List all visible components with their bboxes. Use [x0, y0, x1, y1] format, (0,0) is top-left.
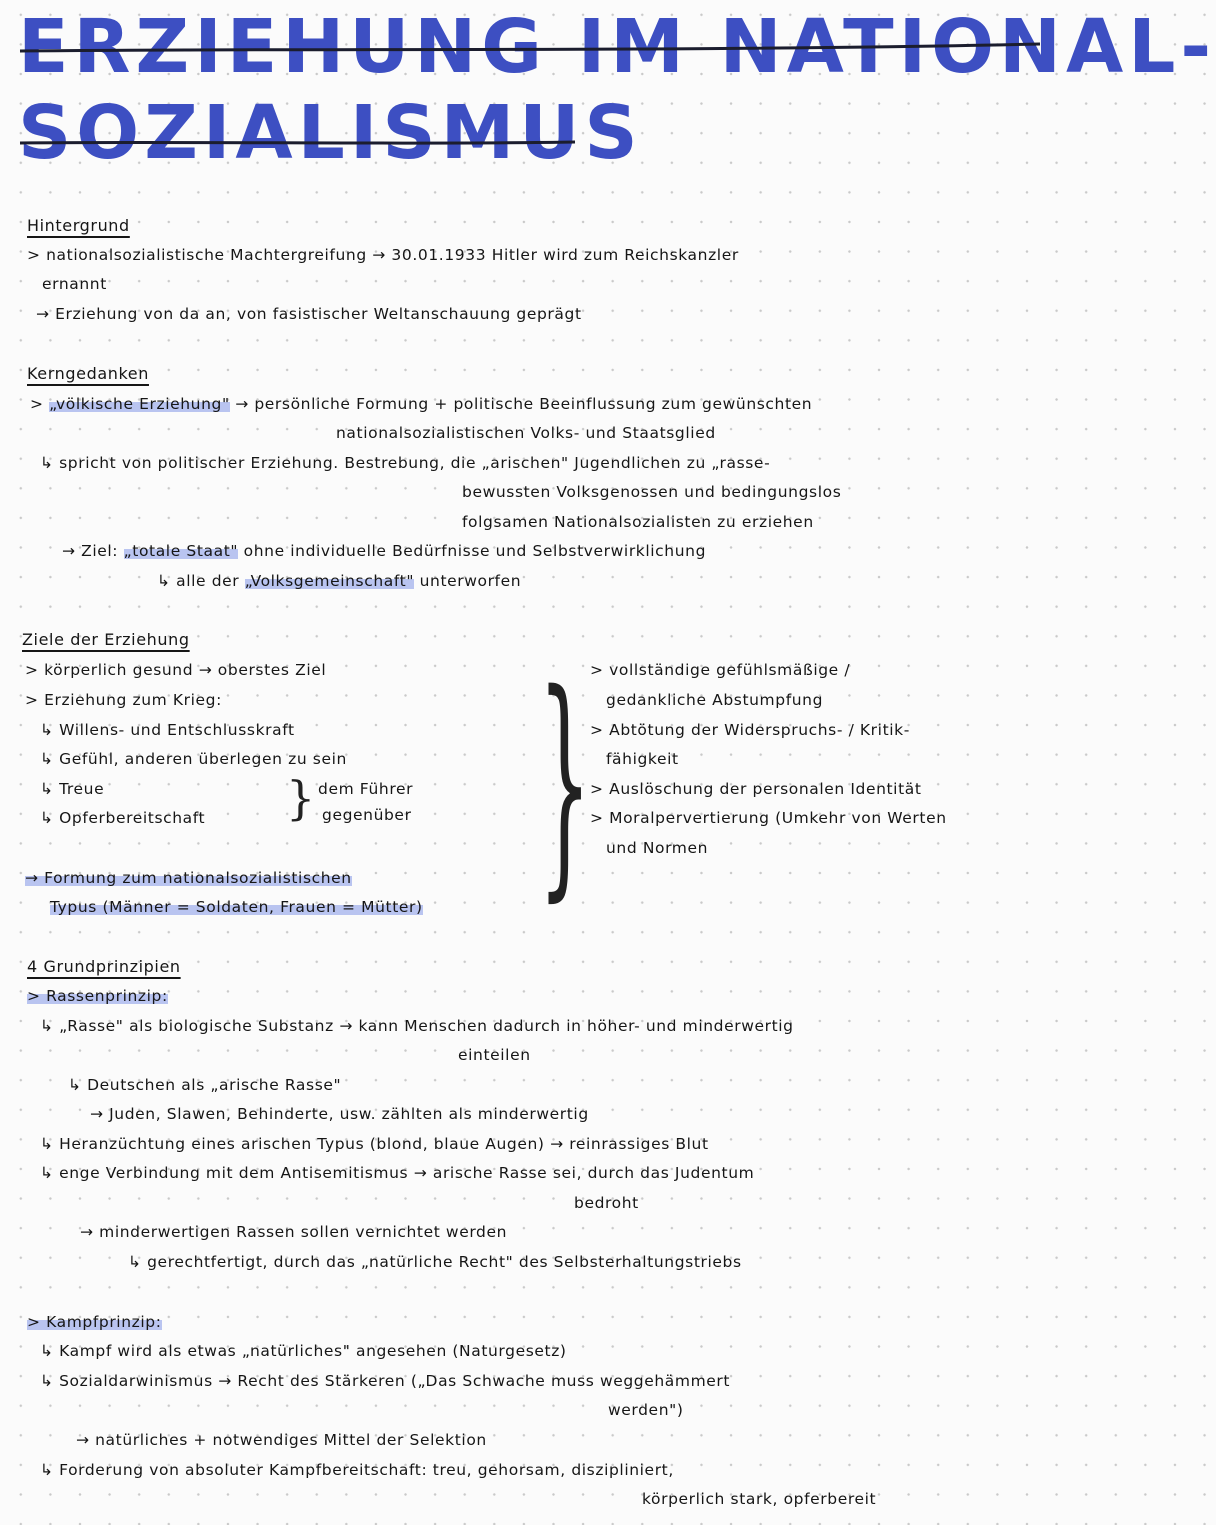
- kerngedanken-line-1: > „völkische Erziehung" → persönliche Formung + politische Beeinflussung zum gewünschten: [30, 395, 813, 413]
- ziele-dem-fuehrer: dem Führer: [318, 780, 414, 798]
- page-title-line1: ERZIEHUNG IM NATIONAL-: [18, 4, 1216, 90]
- large-brace: }: [538, 642, 592, 922]
- ziele-line-6: ↳ Opferbereitschaft: [40, 809, 206, 827]
- ziele-line-1: > körperlich gesund → oberstes Ziel: [25, 661, 327, 679]
- kerngedanken-line-3: ↳ spricht von politischer Erziehung. Bestrebung, die „arischen" Jugendlichen zu „rasse-: [40, 454, 771, 472]
- section-heading-grundprinzipien: 4 Grundprinzipien: [27, 957, 181, 976]
- ziele-line-8: Typus (Männer = Soldaten, Frauen = Mütter): [50, 898, 423, 916]
- rassenprinzip-heading: > Rassenprinzip:: [27, 987, 168, 1005]
- kampf-line-6: körperlich stark, opferbereit: [642, 1490, 877, 1508]
- rassen-line-8: → minderwertigen Rassen sollen vernichtet werden: [80, 1223, 508, 1241]
- ziele-right-7: und Normen: [606, 839, 709, 857]
- rassen-line-3: ↳ Deutschen als „arische Rasse": [68, 1076, 342, 1094]
- section-heading-hintergrund: Hintergrund: [27, 216, 130, 235]
- rassen-line-9: ↳ gerechtfertigt, durch das „natürliche Recht" des Selbsterhaltungstriebs: [128, 1253, 742, 1271]
- hintergrund-line-1: > nationalsozialistische Machtergreifung → 30.01.1933 Hitler wird zum Reichskanzler: [27, 246, 739, 264]
- ziele-line-5: ↳ Treue: [40, 780, 105, 798]
- ziele-line-4: ↳ Gefühl, anderen überlegen zu sein: [40, 750, 347, 768]
- small-brace: }: [286, 771, 316, 825]
- kerngedanken-line-4: bewussten Volksgenossen und bedingungslos: [462, 483, 842, 501]
- kampf-line-1: ↳ Kampf wird als etwas „natürliches" angesehen (Naturgesetz): [40, 1342, 567, 1360]
- kerngedanken-line-5: folgsamen Nationalsozialisten zu erziehen: [462, 513, 814, 531]
- rassen-line-7: bedroht: [574, 1194, 639, 1212]
- section-heading-kerngedanken: Kerngedanken: [27, 364, 149, 383]
- highlight-totale-staat: „totale Staat": [123, 542, 239, 560]
- rassen-line-5: ↳ Heranzüchtung eines arischen Typus (blond, blaue Augen) → reinrassiges Blut: [40, 1135, 709, 1153]
- ziele-right-4: fähigkeit: [606, 750, 679, 768]
- ziele-right-3: > Abtötung der Widerspruchs- / Kritik-: [590, 721, 910, 739]
- ziele-line-7: → Formung zum nationalsozialistischen: [25, 869, 352, 887]
- kerngedanken-line-2: nationalsozialistischen Volks- und Staatsglied: [336, 424, 716, 442]
- rassen-line-1: ↳ „Rasse" als biologische Substanz → kann Menschen dadurch in höher- und minderwertig: [40, 1017, 794, 1035]
- kampf-line-5: ↳ Forderung von absoluter Kampfbereitschaft: treu, gehorsam, diszipliniert,: [40, 1461, 674, 1479]
- kampf-line-2: ↳ Sozialdarwinismus → Recht des Stärkeren („Das Schwache muss weggehämmert: [40, 1372, 731, 1390]
- hintergrund-line-2: ernannt: [42, 275, 107, 293]
- ziele-gegenueber: gegenüber: [322, 806, 412, 824]
- highlight-volksgemeinschaft: „Volksgemeinschaft": [244, 572, 415, 590]
- ziele-line-2: > Erziehung zum Krieg:: [25, 691, 222, 709]
- kerngedanken-line-6: → Ziel: „totale Staat" ohne individuelle Bedürfnisse und Selbstverwirklichung: [62, 542, 707, 560]
- kampfprinzip-heading: > Kampfprinzip:: [27, 1313, 162, 1331]
- ziele-line-3: ↳ Willens- und Entschlusskraft: [40, 721, 295, 739]
- highlight-voelkische-erziehung: „völkische Erziehung": [49, 395, 230, 413]
- ziele-right-5: > Auslöschung der personalen Identität: [590, 780, 922, 798]
- ziele-right-1: > vollständige gefühlsmäßige /: [590, 661, 851, 679]
- rassen-line-6: ↳ enge Verbindung mit dem Antisemitismus → arische Rasse sei, durch das Judentum: [40, 1164, 755, 1182]
- rassen-line-2: einteilen: [458, 1046, 531, 1064]
- ziele-right-6: > Moralpervertierung (Umkehr von Werten: [590, 809, 947, 827]
- title-strike-lines: [0, 0, 1080, 200]
- kampf-line-3: werden"): [608, 1401, 684, 1419]
- ziele-right-2: gedankliche Abstumpfung: [606, 691, 824, 709]
- kerngedanken-line-7: ↳ alle der „Volksgemeinschaft" unterworfen: [157, 572, 522, 590]
- page-title-line2: SOZIALISMUS: [18, 90, 643, 176]
- section-heading-ziele: Ziele der Erziehung: [22, 630, 190, 649]
- kampf-line-4: → natürliches + notwendiges Mittel der Selektion: [76, 1431, 487, 1449]
- rassen-line-4: → Juden, Slawen, Behinderte, usw. zählten als minderwertig: [90, 1105, 589, 1123]
- hintergrund-line-3: → Erziehung von da an, von fasistischer Weltanschauung geprägt: [36, 305, 582, 323]
